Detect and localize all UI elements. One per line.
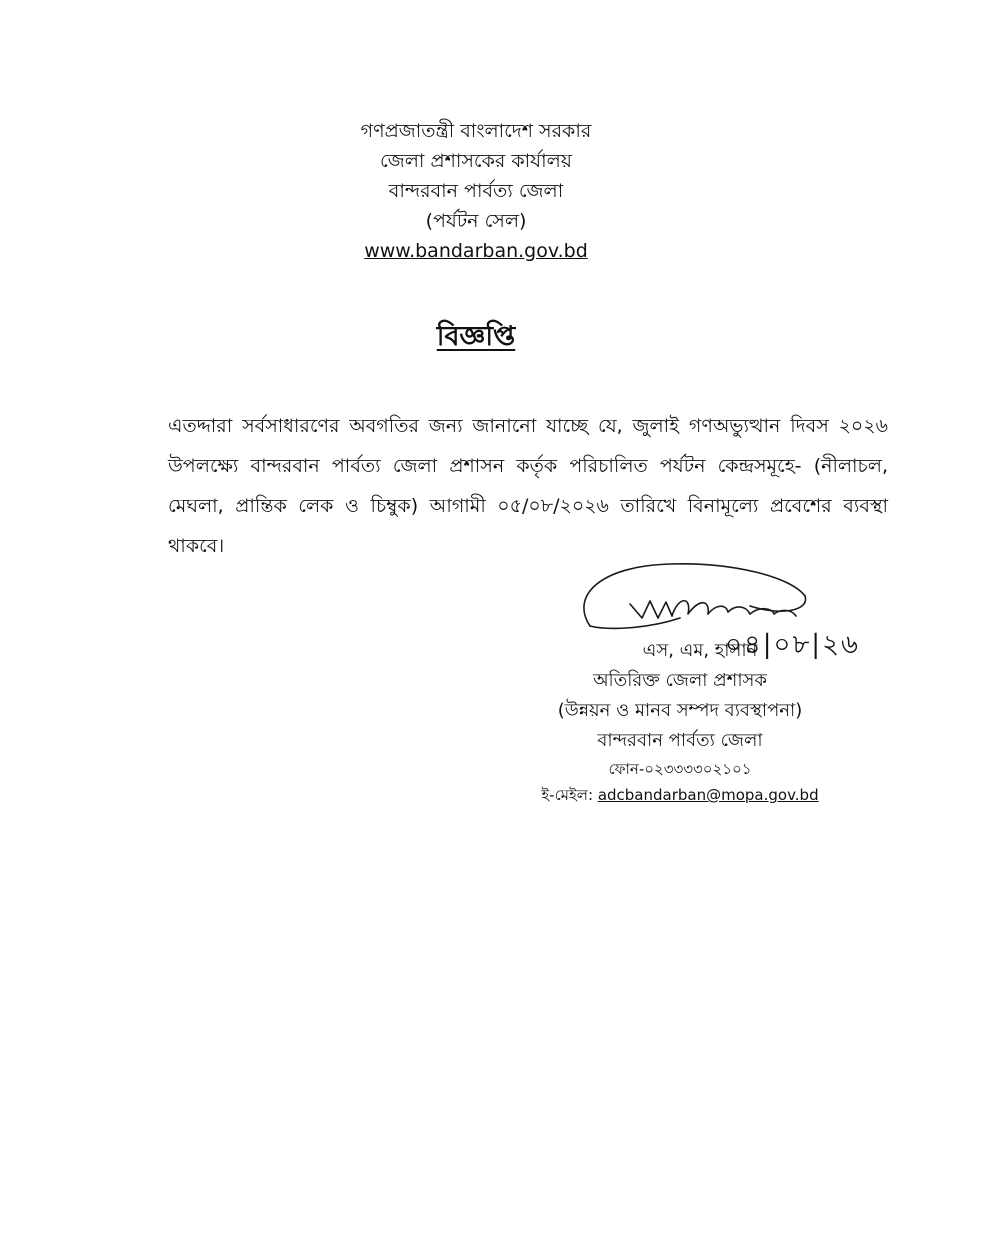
email-label: ই-মেইল: — [541, 786, 594, 804]
office-name: জেলা প্রশাসকের কার্যালয় — [380, 150, 572, 172]
signatory-designation: অতিরিক্ত জেলা প্রশাসক — [592, 670, 768, 691]
signatory-email-row — [520, 782, 840, 808]
notice-body: এতদ্দারা সর্বসাধারণের অবগতির জন্য জানানো যাচ্ছে যে, জুলাই গণঅভ্যুত্থান দিবস ২০২৬ উপলক্ষ্যে বান্দরবান পার্বত্য জেলা প্রশাসন কর্তৃক পরিচালিত পর্যটন কেন্দ্রসমূহে- (নীলাচল, মেঘলা, প্রান্তিক লেক ও চিম্বুক) আগামী ০৫/০৮/২০২৬ তারিখে বিনামূল্যে প্রবেশের ব্যবস্থা থাকবে। — [168, 415, 888, 557]
signatory-phone: ফোন-০২৩৩৩৩০২১০১ — [608, 760, 752, 778]
government-name: গণপ্রজাতন্ত্রী বাংলাদেশ সরকার — [360, 120, 592, 142]
signatory-district: বান্দরবান পার্বত্য জেলা — [597, 730, 763, 751]
notice-title: বিজ্ঞপ্তি — [436, 321, 516, 352]
signatory-name: এস, এম, হাসান — [642, 640, 758, 661]
cell-name: (পর্যটন সেল) — [425, 210, 527, 232]
district-name: বান্দরবান পার্বত্য জেলা — [388, 180, 564, 202]
signatory-department: (উন্নয়ন ও মানব সম্পদ ব্যবস্থাপনা) — [557, 700, 803, 721]
office-header — [0, 116, 952, 266]
signatory-block — [520, 630, 860, 808]
signed-date: ০৪|০৮|২৬ — [725, 630, 860, 660]
website-link[interactable]: www.bandarban.gov.bd — [364, 240, 588, 262]
signatory-name-row — [520, 630, 860, 666]
email-link[interactable]: adcbandarban@mopa.gov.bd — [597, 786, 819, 804]
